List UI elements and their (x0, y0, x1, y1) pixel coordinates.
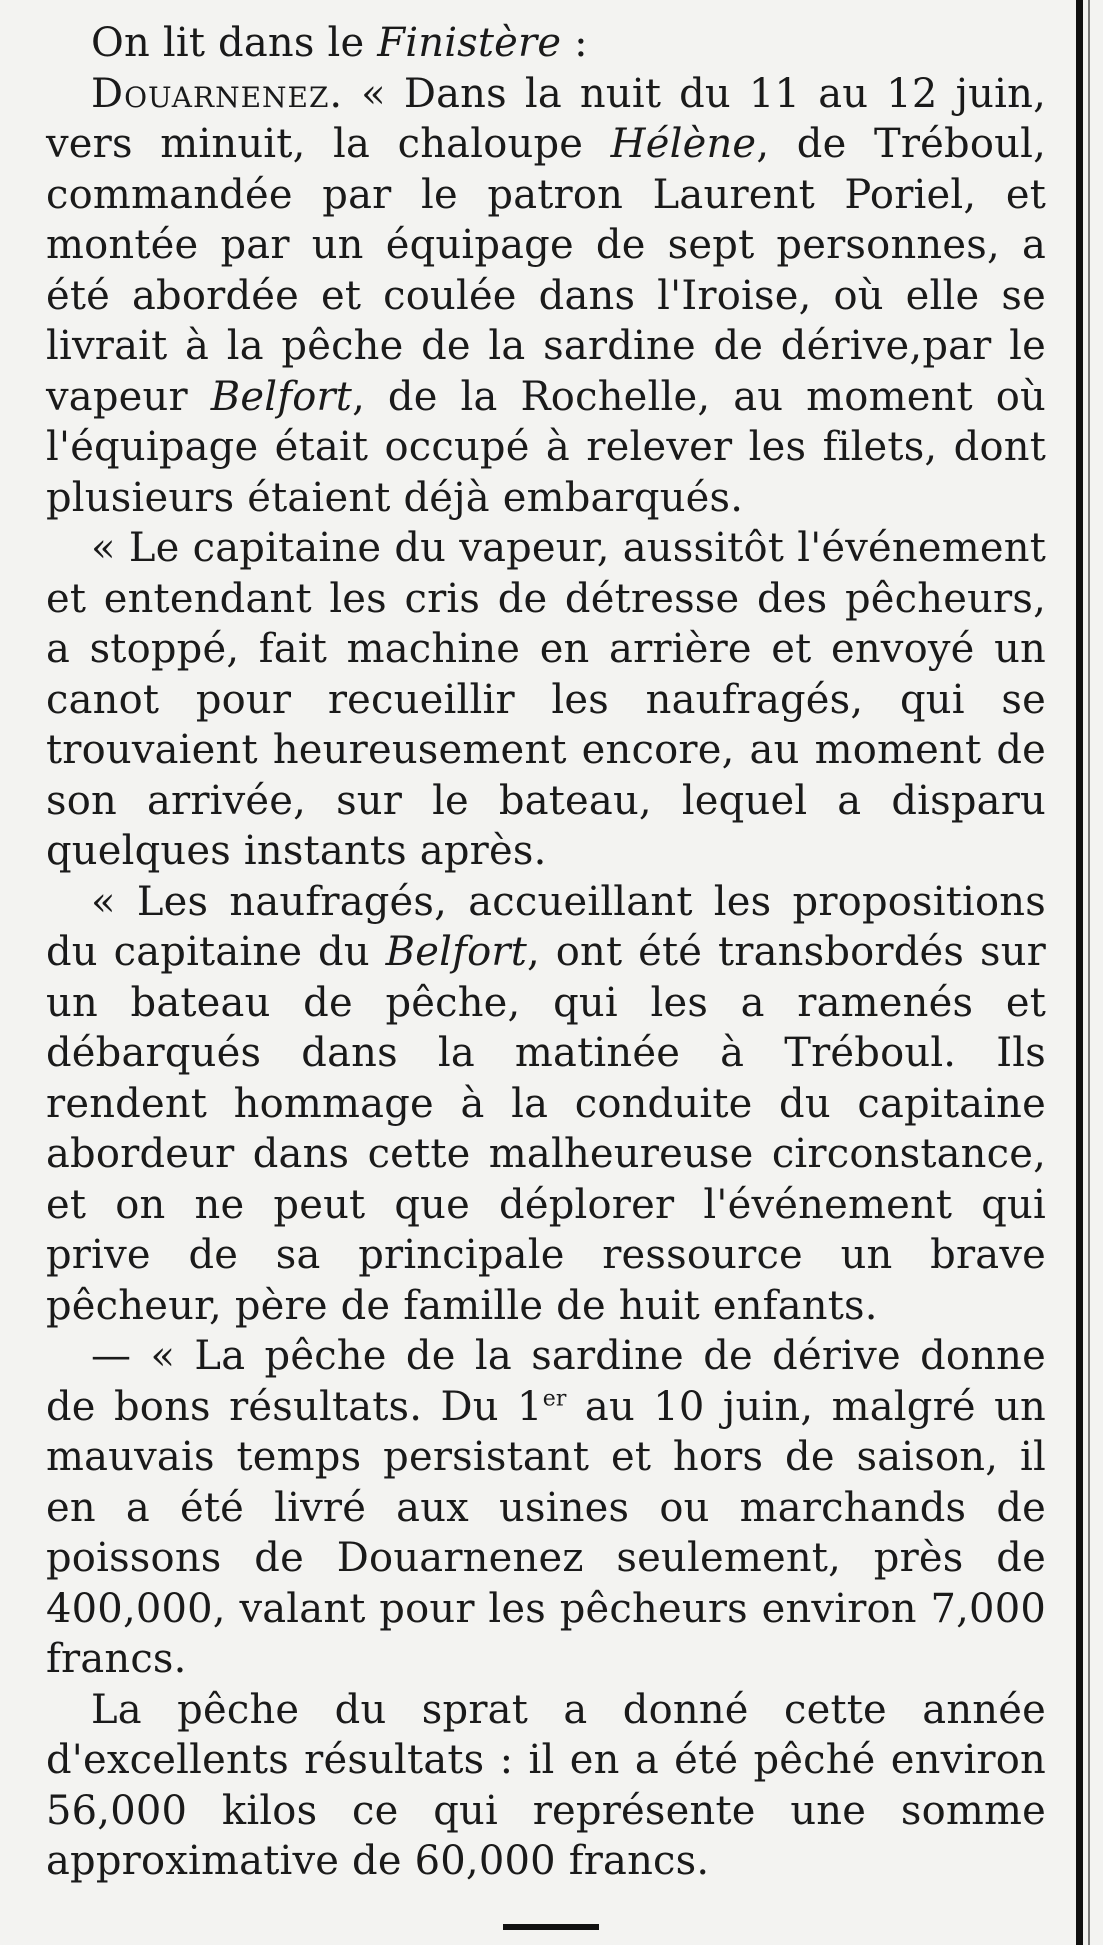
news-article (46, 18, 1046, 1887)
boat-name: Hélène (610, 121, 757, 167)
column-rule (1076, 0, 1083, 1945)
paragraph-sprat-text: La pêche du sprat a donné cette année d'excellents résultats : il en a été pêché environ 56,000 kilos ce qui représente une somme approximative de 60,000 francs. (46, 1686, 1046, 1884)
paragraph-rescue (46, 523, 1046, 877)
section-divider (503, 1924, 599, 1930)
paragraph-sardine-text-1: — « La pêche de la sardine de dérive donne de bons résultats. Du 1 (46, 1333, 1046, 1430)
paragraph-collision-text-2: , de Tréboul, commandée par le patron Laurent Poriel, et montée par un équipage de sept personnes, a été abordée et coulée dans l'Iroise, où elle se livrait à la pêche de la sardine de dérive,par le vapeur (46, 121, 1047, 420)
paragraph-aftermath-text-2: , ont été transbordés sur un bateau de pêche, qui les a ramenés et débarqués dans la matinée à Tréboul. Ils rendent hommage à la conduite du capitaine abordeur dans cette malheureuse circonstance, et on ne peut que déplorer l'événement qui prive de sa principale ressource un brave pêcheur, père de famille de huit enfants. (46, 929, 1046, 1329)
intro-suffix: : (561, 20, 588, 66)
paragraph-collision-text-3: , de la Rochelle, au moment où l'équipage était occupé à relever les filets, dont plusieurs étaient déjà embarqués. (46, 373, 1046, 521)
intro-source: Finistère (377, 20, 562, 66)
paragraph-aftermath-text-1: « Les naufragés, accueillant les propositions du capitaine du (46, 878, 1046, 975)
steamer-name: Belfort (210, 373, 353, 420)
paragraph-sardine (46, 1331, 1046, 1685)
paragraph-collision (46, 69, 1046, 524)
article-intro (46, 18, 1046, 69)
ordinal-suffix: er (542, 1386, 567, 1412)
paragraph-rescue-text: « Le capitaine du vapeur, aussitôt l'événement et entendant les cris de détresse des pêcheurs, a stoppé, fait machine en arrière et envoyé un canot pour recueillir les naufragés, qui se trouvaient heureusement encore, au moment de son arrivée, sur le bateau, lequel a disparu quelques instants après. (46, 525, 1046, 874)
steamer-name-2: Belfort (385, 929, 528, 975)
paragraph-sprat (46, 1685, 1046, 1887)
intro-prefix: On lit dans le (91, 20, 378, 66)
dateline-place: Douarnenez. (91, 70, 344, 117)
column-rule-thin (1088, 0, 1090, 1945)
paragraph-sardine-text-2: au 10 juin, malgré un mauvais temps persistant et hors de saison, il en a été livré aux usines ou marchands de poissons de Douarnenez seulement, près de 400,000, valant pour les pêcheurs environ 7,000 francs. (46, 1383, 1046, 1682)
paragraph-aftermath (46, 877, 1046, 1332)
paragraph-collision-text-1: « Dans la nuit du 11 au 12 juin, vers minuit, la chaloupe (46, 70, 1046, 167)
